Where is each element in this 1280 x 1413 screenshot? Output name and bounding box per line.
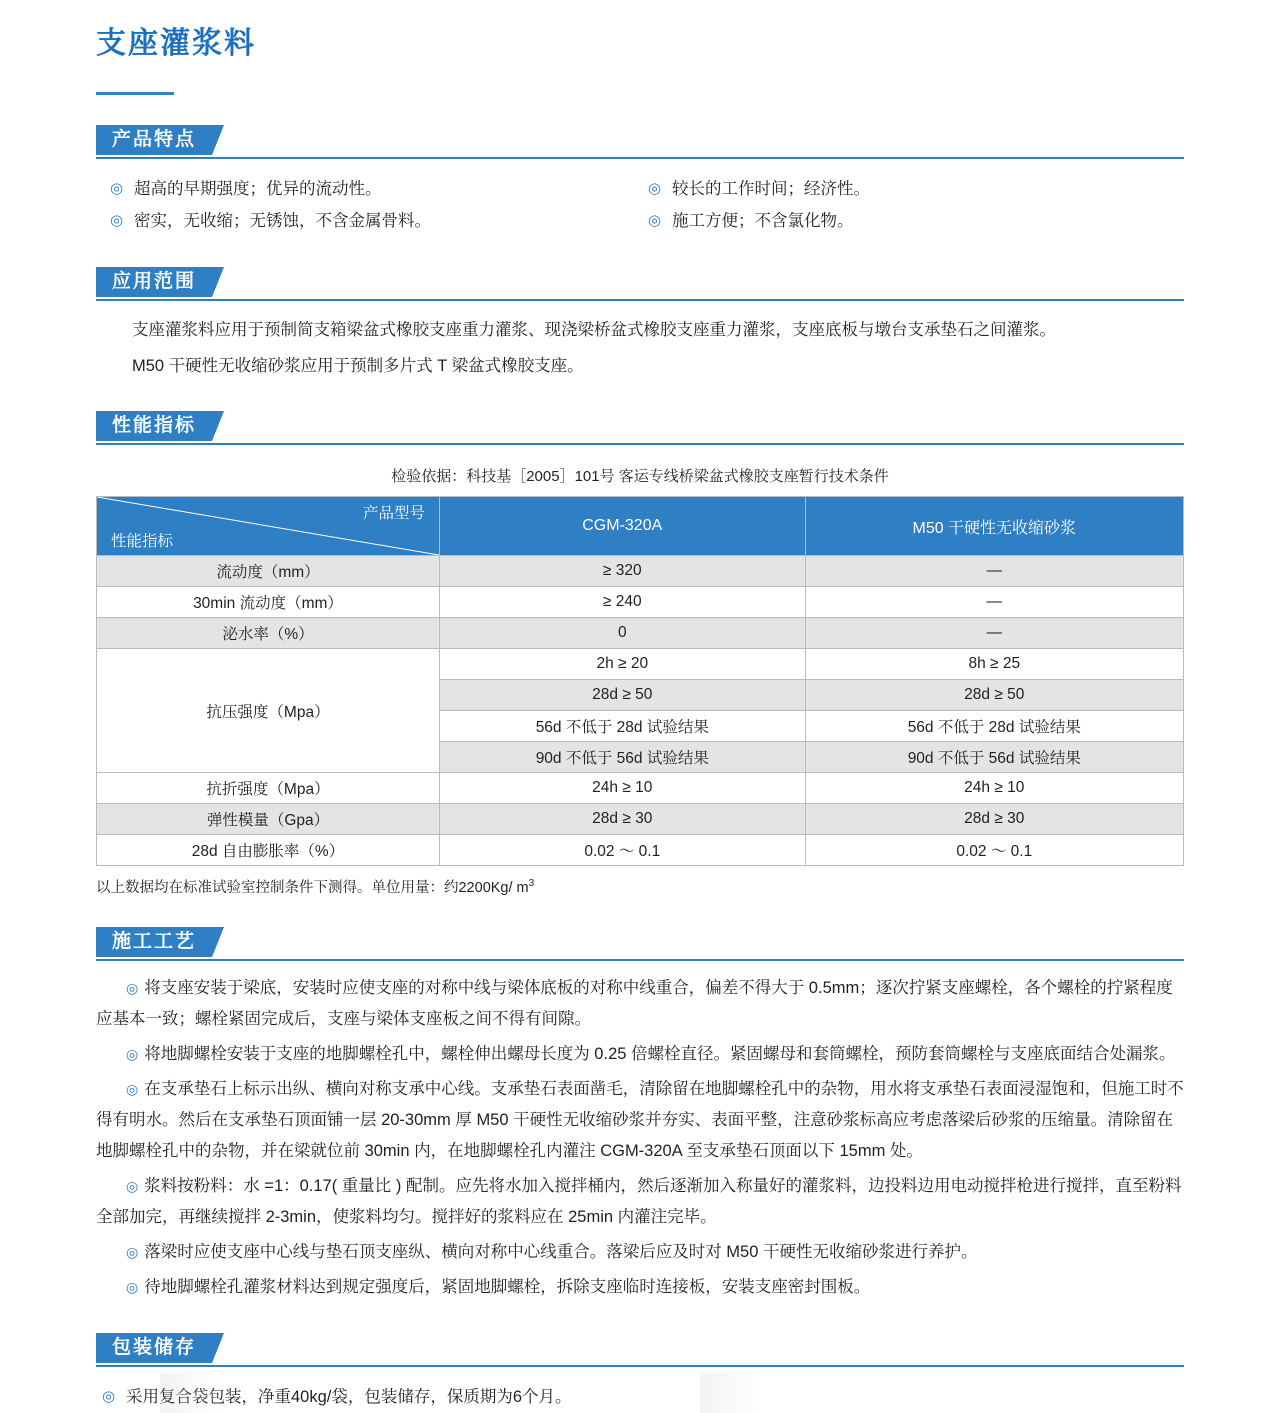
cell-value: 28d ≥ 50 <box>805 680 1183 711</box>
process-item-text: 将地脚螺栓安装于支座的地脚螺栓孔中，螺栓伸出螺母长度为 0.25 倍螺栓直径。紧固螺母和套筒螺栓，预防套筒螺栓与支座底面结合处漏浆。 <box>144 1045 1176 1063</box>
section-rule <box>96 1365 1184 1367</box>
section-header-application <box>96 267 1184 301</box>
table-footnote <box>96 876 1184 897</box>
table-row <box>97 835 1184 866</box>
features-column-right <box>640 173 1184 237</box>
process-item <box>96 1039 1184 1070</box>
cell-value: 90d 不低于 56d 试验结果 <box>440 742 806 773</box>
row-label: 泌水率（%） <box>97 618 440 649</box>
table-footnote-text: 以上数据均在标准试验室控制条件下测得。单位用量：约2200Kg/ m <box>96 880 529 896</box>
table-column-header-2: M50 干硬性无收缩砂浆 <box>805 497 1183 556</box>
row-label: 30min 流动度（mm） <box>97 587 440 618</box>
process-item <box>96 973 1184 1035</box>
process-item <box>96 1237 1184 1268</box>
cell-value: 8h ≥ 25 <box>805 649 1183 680</box>
section-rule <box>96 959 1184 961</box>
cell-value: — <box>805 587 1183 618</box>
features-grid <box>96 173 1184 237</box>
corner-label-top: 产品型号 <box>362 505 425 522</box>
cell-value: ≥ 240 <box>440 587 806 618</box>
row-label: 抗折强度（Mpa） <box>97 773 440 804</box>
cell-value: 28d ≥ 50 <box>440 680 806 711</box>
cell-value: — <box>805 556 1183 587</box>
section-application <box>96 267 1184 381</box>
section-title-process: 施工工艺 <box>96 927 212 957</box>
cell-value: 56d 不低于 28d 试验结果 <box>440 711 806 742</box>
section-header-packaging <box>96 1333 1184 1367</box>
row-label: 弹性模量（Gpa） <box>97 804 440 835</box>
process-item <box>96 1074 1184 1167</box>
table-row <box>97 804 1184 835</box>
corner-label-bottom: 性能指标 <box>111 533 174 550</box>
cell-value: 28d ≥ 30 <box>805 804 1183 835</box>
cell-value: 24h ≥ 10 <box>440 773 806 804</box>
process-item-text: 将支座安装于梁底，安装时应使支座的对称中线与梁体底板的对称中线重合，偏差不得大于 0.5mm；逐次拧紧支座螺栓，各个螺栓的拧紧程度应基本一致；螺栓紧固完成后，支座与梁体支座板之间不得有间隙。 <box>96 979 1173 1028</box>
bullet-icon: ◎ <box>126 980 139 996</box>
process-item-text: 落梁时应使支座中心线与垫石顶支座纵、横向对称中心线重合。落梁后应及时对 M50 干硬性无收缩砂浆进行养护。 <box>144 1243 978 1261</box>
list-item: ◎ 密实，无收缩；无锈蚀，不含金属骨料。 <box>110 205 640 237</box>
section-features <box>96 125 1184 237</box>
page-title: 支座灌浆料 <box>96 27 256 60</box>
section-title-packaging: 包装储存 <box>96 1333 212 1363</box>
section-rule <box>96 443 1184 445</box>
section-rule <box>96 157 1184 159</box>
section-title-performance: 性能指标 <box>96 411 212 441</box>
table-footnote-sup: 3 <box>528 878 535 890</box>
table-header-row <box>97 497 1184 556</box>
bullet-icon: ◎ <box>126 1244 139 1260</box>
cell-value: 2h ≥ 20 <box>440 649 806 680</box>
section-header-performance <box>96 411 1184 445</box>
page-artifact-left <box>160 1373 220 1413</box>
performance-table <box>96 496 1184 866</box>
row-label-compressive: 抗压强度（Mpa） <box>97 649 440 773</box>
cell-value: 28d ≥ 30 <box>440 804 806 835</box>
table-corner-cell <box>97 497 440 556</box>
cell-value: ≥ 320 <box>440 556 806 587</box>
table-row <box>97 556 1184 587</box>
table-basis-note: 检验依据：科技基［2005］101号 客运专线桥梁盆式橡胶支座暂行技术条件 <box>391 468 889 485</box>
table-row <box>97 649 1184 680</box>
packaging-body <box>96 1381 1184 1413</box>
table-row <box>97 587 1184 618</box>
bullet-icon: ◎ <box>126 1046 139 1062</box>
list-item: ◎ 采用复合袋包装，净重40kg/袋，包装储存，保质期为6个月。 <box>102 1381 1184 1413</box>
section-title-application: 应用范围 <box>96 267 212 297</box>
cell-value: 90d 不低于 56d 试验结果 <box>805 742 1183 773</box>
application-body <box>96 315 1184 381</box>
process-item-text: 浆料按粉料：水 =1：0.17( 重量比 ) 配制。应先将水加入搅拌桶内，然后逐渐加入称量好的灌浆料，边投料边用电动搅拌枪进行搅拌，直至粉料全部加完，再继续搅拌 2-3min，使浆料均匀。搅拌好的浆料应在 25min 内灌注完毕。 <box>96 1177 1182 1226</box>
list-item: ◎ 施工方便；不含氯化物。 <box>648 205 1184 237</box>
bullet-icon: ◎ <box>126 1081 139 1097</box>
list-item: ◎ 超高的早期强度；优异的流动性。 <box>110 173 640 205</box>
cell-value: 24h ≥ 10 <box>805 773 1183 804</box>
row-label: 28d 自由膨胀率（%） <box>97 835 440 866</box>
cell-value: 0.02 ～ 0.1 <box>440 835 806 866</box>
process-item <box>96 1272 1184 1303</box>
section-packaging <box>96 1333 1184 1413</box>
title-underline <box>96 92 174 95</box>
page-artifact-right <box>700 1373 760 1413</box>
bullet-icon: ◎ <box>126 1279 139 1295</box>
table-row <box>97 773 1184 804</box>
bullet-icon: ◎ <box>126 1178 139 1194</box>
features-column-left <box>96 173 640 237</box>
process-body <box>96 973 1184 1303</box>
table-row <box>97 618 1184 649</box>
paragraph: M50 干硬性无收缩砂浆应用于预制多片式 T 梁盆式橡胶支座。 <box>132 357 584 375</box>
section-header-process <box>96 927 1184 961</box>
process-item-text: 在支承垫石上标示出纵、横向对称支承中心线。支承垫石表面凿毛，清除留在地脚螺栓孔中的杂物，用水将支承垫石表面浸湿饱和，但施工时不得有明水。然后在支承垫石顶面铺一层 20-30mm 厚 M50 干硬性无收缩砂浆并夯实、表面平整，注意砂浆标高应考虑落梁后砂浆的压缩量。清除留在地脚螺栓孔中的杂物，并在梁就位前 30min 内，在地脚螺栓孔内灌注 CGM-320A 至支承垫石顶面以下 15mm 处。 <box>96 1080 1184 1160</box>
cell-value: 56d 不低于 28d 试验结果 <box>805 711 1183 742</box>
section-title-features: 产品特点 <box>96 125 212 155</box>
paragraph: 支座灌浆料应用于预制简支箱梁盆式橡胶支座重力灌浆、现浇梁桥盆式橡胶支座重力灌浆，支座底板与墩台支承垫石之间灌浆。 <box>132 321 1056 339</box>
row-label: 流动度（mm） <box>97 556 440 587</box>
cell-value: 0.02 ～ 0.1 <box>805 835 1183 866</box>
process-item-text: 待地脚螺栓孔灌浆材料达到规定强度后，紧固地脚螺栓，拆除支座临时连接板，安装支座密封围板。 <box>144 1278 871 1296</box>
section-process <box>96 927 1184 1303</box>
cell-value: — <box>805 618 1183 649</box>
process-item <box>96 1171 1184 1233</box>
section-rule <box>96 299 1184 301</box>
cell-value: 0 <box>440 618 806 649</box>
section-header-features <box>96 125 1184 159</box>
list-item: ◎ 较长的工作时间；经济性。 <box>648 173 1184 205</box>
table-column-header-1: CGM-320A <box>440 497 806 556</box>
section-performance <box>96 411 1184 897</box>
